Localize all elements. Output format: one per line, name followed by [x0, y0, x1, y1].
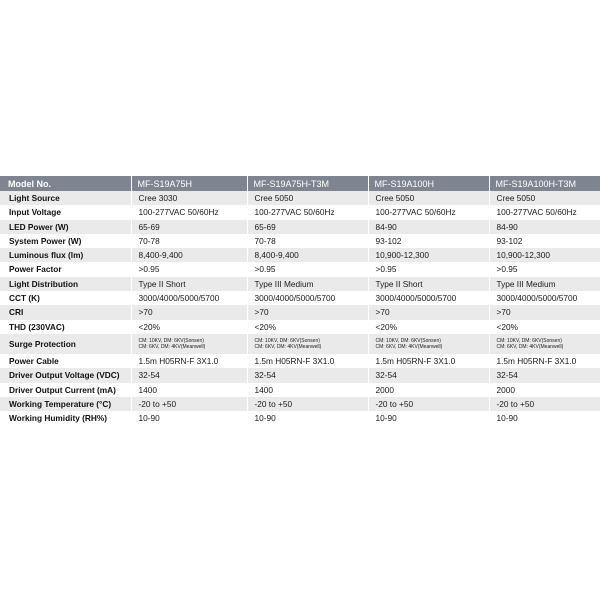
table-cell: 3000/4000/5000/5700 — [489, 291, 600, 305]
row-label: Working Humidity (RH%) — [9, 413, 108, 424]
row-label: Power Cable — [9, 355, 59, 366]
table-cell: >70 — [368, 305, 489, 319]
row-label: CRI — [0, 305, 131, 319]
table-cell: 70-78 — [247, 234, 368, 248]
table-cell: >0.95 — [368, 262, 489, 276]
table-row — [0, 220, 600, 234]
table-row — [0, 262, 600, 276]
table-row — [0, 383, 600, 397]
surge-line: CM: 10KV, DM: 6KV(Sonsen) — [375, 337, 441, 344]
header-model-1: MF-S19A75H — [131, 176, 247, 191]
table-row — [0, 354, 600, 368]
table-cell: 10-90 — [489, 411, 600, 425]
table-cell: 84-90 — [489, 220, 600, 234]
table-cell: 3000/4000/5000/5700 — [368, 291, 489, 305]
table-cell: >0.95 — [247, 262, 368, 276]
table-cell: <20% — [131, 320, 247, 334]
table-row — [0, 397, 600, 411]
header-model-2: MF-S19A75H-T3M — [247, 176, 368, 191]
table-cell: Cree 5050 — [489, 191, 600, 205]
header-model-no: Model No. — [0, 176, 131, 191]
table-cell: Cree 3030 — [131, 191, 247, 205]
table-cell: 84-90 — [368, 220, 489, 234]
table-cell: -20 to +50 — [131, 397, 247, 411]
surge-line: CM: 6KV, DM: 4KV(Meanwell) — [138, 343, 206, 350]
table-cell: >0.95 — [489, 262, 600, 276]
header-model-4: MF-S19A100H-T3M — [489, 176, 600, 191]
table-cell: >0.95 — [131, 262, 247, 276]
table-cell: 32-54 — [247, 368, 368, 382]
table-cell: 1400 — [131, 383, 247, 397]
table-cell: 32-54 — [489, 368, 600, 382]
table-cell: 1.5m H05RN-F 3X1.0 — [131, 354, 247, 368]
table-cell: 32-54 — [131, 368, 247, 382]
table-cell: 93-102 — [368, 234, 489, 248]
table-cell: 10-90 — [368, 411, 489, 425]
surge-line: CM: 10KV, DM: 6KV(Sonsen) — [138, 337, 204, 344]
row-label: Input Voltage — [9, 207, 61, 218]
table-cell: 100-277VAC 50/60Hz — [368, 205, 489, 219]
table-cell — [489, 334, 600, 354]
row-label: THD (230VAC) — [9, 321, 65, 332]
row-label: LED Power (W) — [0, 220, 131, 234]
row-label: System Power (W) — [9, 235, 82, 246]
table-cell: 93-102 — [489, 234, 600, 248]
table-cell: 10-90 — [247, 411, 368, 425]
row-label: Driver Output Voltage (VDC) — [0, 368, 131, 382]
table-cell: -20 to +50 — [489, 397, 600, 411]
header-row — [0, 176, 600, 191]
table-cell: 100-277VAC 50/60Hz — [489, 205, 600, 219]
table-cell: 1400 — [247, 383, 368, 397]
surge-line: CM: 6KV, DM: 4KV(Meanwell) — [254, 343, 322, 350]
table-cell: 1.5m H05RN-F 3X1.0 — [489, 354, 600, 368]
table-cell: 1.5m H05RN-F 3X1.0 — [368, 354, 489, 368]
table-row — [0, 248, 600, 262]
table-cell: >70 — [247, 305, 368, 319]
row-label: Driver Output Current (mA) — [9, 384, 116, 395]
table-cell: -20 to +50 — [368, 397, 489, 411]
row-label: Light Distribution — [0, 277, 131, 291]
table-cell: Cree 5050 — [368, 191, 489, 205]
table-row — [0, 191, 600, 205]
table-cell: 32-54 — [368, 368, 489, 382]
table-cell: 3000/4000/5000/5700 — [131, 291, 247, 305]
surge-line: CM: 6KV, DM: 4KV(Meanwell) — [496, 343, 564, 350]
table-body — [0, 191, 600, 425]
table-row — [0, 277, 600, 291]
table-cell: 8,400-9,400 — [131, 248, 247, 262]
row-label: Surge Protection — [0, 334, 131, 354]
table-cell: -20 to +50 — [247, 397, 368, 411]
row-label: Luminous flux (lm) — [0, 248, 131, 262]
table-row — [0, 205, 600, 219]
table-cell: Type III Medium — [247, 277, 368, 291]
table-cell: 8,400-9,400 — [247, 248, 368, 262]
table-cell: Cree 5050 — [247, 191, 368, 205]
table-cell: 10-90 — [131, 411, 247, 425]
table-cell: 100-277VAC 50/60Hz — [131, 205, 247, 219]
table-cell: <20% — [489, 320, 600, 334]
table-cell: 1.5m H05RN-F 3X1.0 — [247, 354, 368, 368]
table-cell: >70 — [131, 305, 247, 319]
header-model-3: MF-S19A100H — [368, 176, 489, 191]
table-cell — [247, 334, 368, 354]
table-cell — [368, 334, 489, 354]
table-row — [0, 234, 600, 248]
table-cell: 65-69 — [247, 220, 368, 234]
surge-line: CM: 10KV, DM: 6KV(Sonsen) — [254, 337, 320, 344]
row-label: Light Source — [0, 191, 131, 205]
table-cell: 10,900-12,300 — [368, 248, 489, 262]
table-cell: >70 — [489, 305, 600, 319]
table-cell: Type III Medium — [489, 277, 600, 291]
table-row — [0, 368, 600, 382]
surge-line: CM: 10KV, DM: 6KV(Sonsen) — [496, 337, 562, 344]
table-row — [0, 305, 600, 319]
row-label: CCT (K) — [9, 293, 40, 304]
table-header — [0, 176, 600, 191]
table-row — [0, 291, 600, 305]
surge-line: CM: 6KV, DM: 4KV(Meanwell) — [375, 343, 443, 350]
table-cell: 70-78 — [131, 234, 247, 248]
table-cell — [131, 334, 247, 354]
table-cell: 65-69 — [131, 220, 247, 234]
table-row — [0, 320, 600, 334]
table-cell: <20% — [247, 320, 368, 334]
table-cell: 3000/4000/5000/5700 — [247, 291, 368, 305]
table-cell: <20% — [368, 320, 489, 334]
table-cell: Type II Short — [368, 277, 489, 291]
table-row — [0, 411, 600, 425]
spec-table — [0, 176, 600, 425]
table-cell: Type II Short — [131, 277, 247, 291]
table-cell: 100-277VAC 50/60Hz — [247, 205, 368, 219]
row-label: Power Factor — [9, 264, 62, 275]
table-cell: 10,900-12,300 — [489, 248, 600, 262]
table-row — [0, 334, 600, 354]
table-cell: 2000 — [368, 383, 489, 397]
table-cell: 2000 — [489, 383, 600, 397]
row-label: Working Temperature (°C) — [0, 397, 131, 411]
